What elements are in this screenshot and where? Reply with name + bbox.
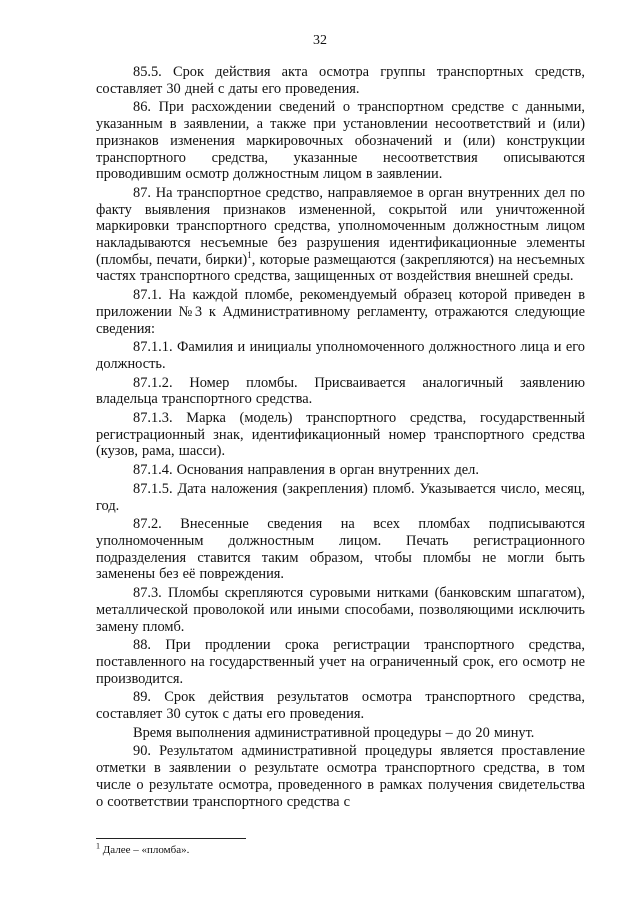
paragraph-87-1-4: 87.1.4. Основания направления в орган внутренних дел. — [133, 462, 479, 479]
document-body — [96, 64, 585, 810]
paragraph-87-text-after: , которые размещаются (закрепляются) на несъемных частях транспортного средства, защищенных от воздействия внешней среды. — [96, 251, 585, 285]
paragraph-87-1-5: 87.1.5. Дата наложения (закрепления) пломб. Указывается число, месяц, год. — [96, 480, 585, 514]
paragraph-87 — [96, 185, 585, 285]
footnote-text: Далее – «пломба». — [102, 844, 190, 856]
paragraph-87-text-before: 87. На транспортное средство, направляемое в орган внутренних дел по факту выявления признаков измененной, сокрытой или уничтоженной маркировки транспортного средства, уполномоченным должностным лицом накладываются несъемные без разрушения идентификационные элементы (пломбы, печати, бирки) — [96, 184, 585, 268]
footnote-reference: 1 — [247, 249, 252, 260]
paragraph-time-limit: Время выполнения административной процедуры – до 20 минут. — [133, 724, 535, 741]
footnote-marker: 1 — [96, 841, 100, 851]
paragraph-87-2: 87.2. Внесенные сведения на всех пломбах подписываются уполномоченным должностным лицом. Печать регистрационного подразделения ставится таким образом, чтобы пломбы не могли быть заменены без её повреждения. — [96, 516, 585, 583]
paragraph-86: 86. При расхождении сведений о транспортном средстве с данными, указанным в заявлении, а также при установлении несоответствий и (или) признаков изменения маркировочных обозначений и (или) конструкции транспортного средства, указанные несоответствия описываются проводившим осмотр должностным лицом в заявлении. — [96, 99, 585, 183]
footnote — [96, 843, 585, 857]
paragraph-90: 90. Результатом административной процедуры является проставление отметки в заявлении о результате осмотра транспортного средства, в том числе о результате осмотра, проведенного в рамках получения свидетельства о соответствии транспортного средства с — [96, 743, 585, 810]
paragraph-87-1-1: 87.1.1. Фамилия и инициалы уполномоченного должностного лица и его должность. — [96, 339, 585, 372]
footnote-separator — [96, 838, 246, 839]
paragraph-88: 88. При продлении срока регистрации транспортного средства, поставленного на государственный учет на ограниченный срок, его осмотр не производится. — [96, 637, 585, 687]
page-number: 32 — [313, 33, 327, 48]
paragraph-87-3: 87.3. Пломбы скрепляются суровыми нитками (банковским шпагатом), металлической проволокой или иными способами, позволяющими исключить замену пломб. — [96, 585, 585, 635]
paragraph-85-5: 85.5. Срок действия акта осмотра группы транспортных средств, составляет 30 дней с даты его проведения. — [96, 64, 585, 97]
paragraph-87-1-2: 87.1.2. Номер пломбы. Присваивается аналогичный заявлению владельца транспортного средства. — [96, 374, 585, 408]
paragraph-87-1-3: 87.1.3. Марка (модель) транспортного средства, государственный регистрационный знак, идентификационный номер транспортного средства (кузов, рама, шасси). — [96, 410, 585, 460]
paragraph-89: 89. Срок действия результатов осмотра транспортного средства, составляет 30 суток с даты его проведения. — [96, 689, 585, 723]
paragraph-87-1: 87.1. На каждой пломбе, рекомендуемый образец которой приведен в приложении №3 к Административному регламенту, отражаются следующие сведения: — [96, 287, 585, 337]
